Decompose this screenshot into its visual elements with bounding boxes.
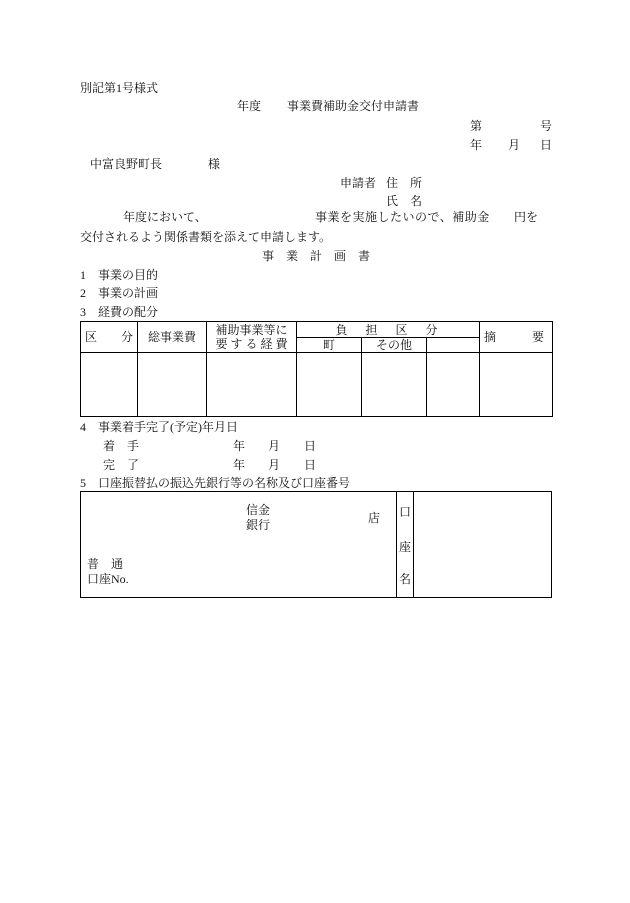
account-holder-char-1: 口 (399, 505, 412, 519)
header-total-cost: 総事業費 (138, 322, 207, 353)
cell-other (362, 353, 427, 417)
account-holder-value-cell (413, 492, 551, 597)
header-subsidy-cost-line2: 要 す る 経 費 (215, 337, 288, 351)
title-year-label: 年度 (237, 99, 262, 113)
cell-remarks (480, 353, 553, 417)
account-holder-label-cell (396, 492, 414, 597)
schedule-finish-day: 日 (304, 458, 317, 472)
addressee-name: 中富良野町長 (90, 157, 163, 171)
subheader-town: 町 (297, 338, 362, 353)
date-month-label: 月 (508, 138, 521, 152)
cell-subsidy-cost (207, 353, 297, 417)
table-row (81, 353, 553, 417)
schedule-start-month: 月 (268, 439, 281, 453)
account-holder-char-3: 名 (399, 572, 412, 586)
section-cost-allocation: 3 経費の配分 (80, 305, 159, 319)
account-number-label: 口座No. (87, 572, 129, 586)
number-suffix: 号 (540, 119, 553, 133)
schedule-finish-year: 年 (233, 458, 246, 472)
applicant-address-label: 住 所 (386, 176, 423, 190)
schedule-start-day: 日 (304, 439, 317, 453)
cell-category (81, 353, 138, 417)
number-prefix: 第 (470, 119, 483, 133)
addressee-honorific: 様 (208, 157, 221, 171)
cell-town (297, 353, 362, 417)
cell-blank (427, 353, 480, 417)
section-purpose: 1 事業の目的 (80, 268, 159, 282)
section-schedule: 4 事業着手完了(予定)年月日 (80, 420, 238, 434)
account-holder-char-2: 座 (399, 540, 412, 554)
body-text-part1: 年度において、 (123, 210, 207, 224)
plan-title: 事 業 計 画 書 (262, 249, 371, 263)
section-bank-account: 5 口座振替払の振込先銀行等の名称及び口座番号 (80, 476, 351, 490)
date-year-label: 年 (470, 138, 483, 152)
bank-type-shinkin: 信金 (246, 503, 271, 517)
date-day-label: 日 (540, 138, 553, 152)
form-id: 別記第1号様式 (80, 81, 159, 95)
schedule-start-year: 年 (233, 439, 246, 453)
cost-allocation-table (80, 321, 553, 417)
subheader-blank (427, 338, 480, 353)
header-subsidy-cost-line1: 補助事業等に (215, 323, 288, 337)
bank-account-table (80, 491, 552, 598)
schedule-start-label: 着 手 (103, 439, 140, 453)
schedule-finish-month: 月 (268, 458, 281, 472)
header-subsidy-cost (207, 322, 297, 353)
section-plan: 2 事業の計画 (80, 286, 159, 300)
body-text-part2: 事業を実施したいので、補助金 (315, 210, 490, 224)
header-remarks: 摘 要 (480, 322, 553, 353)
cell-total-cost (138, 353, 207, 417)
branch-label: 店 (368, 511, 381, 525)
applicant-label: 申請者 (340, 176, 377, 190)
header-category: 区 分 (81, 322, 138, 353)
applicant-name-label: 氏 名 (386, 194, 423, 208)
body-text-part3: 円を (514, 210, 539, 224)
body-text-line2: 交付されるよう関係書類を添えて申請します。 (80, 230, 332, 244)
bank-type-ginko: 銀行 (246, 518, 271, 532)
bank-info-cell (81, 492, 396, 597)
header-burden-category: 負 担 区 分 (297, 322, 480, 338)
subheader-other: その他 (362, 338, 427, 353)
table-header-row (81, 322, 553, 338)
account-type-label: 普 通 (87, 557, 124, 571)
page-title: 事業費補助金交付申請書 (287, 99, 420, 113)
schedule-finish-label: 完 了 (103, 458, 140, 472)
